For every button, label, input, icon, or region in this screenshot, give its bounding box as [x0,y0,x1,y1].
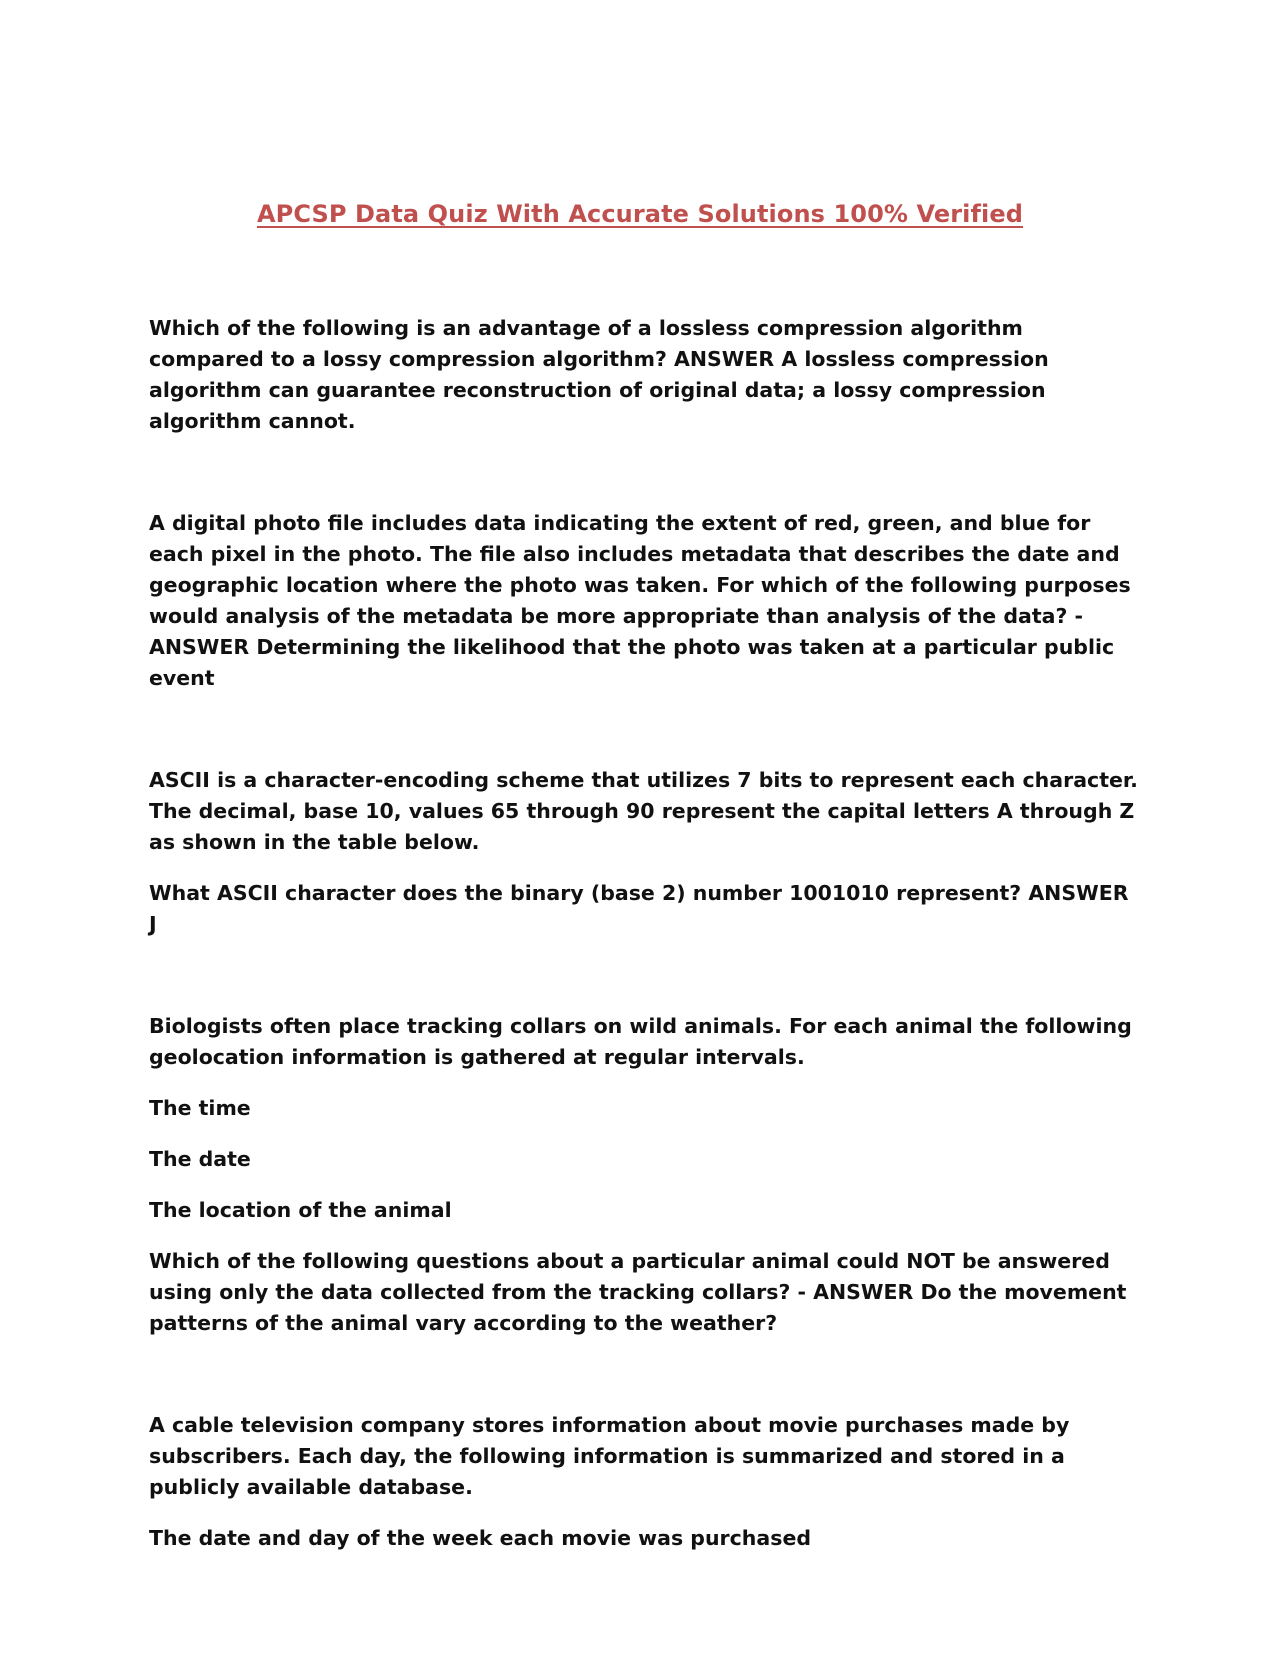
paragraph-tracking-collars-intro: Biologists often place tracking collars on wild animals. For each animal the following geolocation information is gathered at regular intervals. [149,1014,1132,1069]
document-body [149,313,1139,1554]
document-title: APCSP Data Quiz With Accurate Solutions 100% Verified [256,200,1024,228]
paragraph-ascii-intro: ASCII is a character-encoding scheme that utilizes 7 bits to represent each character. The decimal, base 10, values 65 through 90 represent the capital letters A through Z as shown in the table below. [149,768,1138,854]
paragraph-ascii-question: What ASCII character does the binary (base 2) number 1001010 represent? ANSWER J [149,881,1129,936]
paragraph-tracking-collars-question: Which of the following questions about a particular animal could NOT be answered using only the data collected from the tracking collars? - ANSWER Do the movement patterns of the animal vary according to the weather? [149,1249,1127,1335]
list-item-location: The location of the animal [149,1198,452,1222]
paragraph-cable-company-intro: A cable television company stores information about movie purchases made by subscribers. Each day, the following information is summarized and stored in a publicly available database. [149,1413,1070,1499]
list-item-purchase-date: The date and day of the week each movie was purchased [149,1526,812,1550]
list-item-time: The time [149,1096,251,1120]
list-item-date: The date [149,1147,251,1171]
paragraph-lossless-compression: Which of the following is an advantage of a lossless compression algorithm compared to a lossy compression algorithm? ANSWER A lossless compression algorithm can guarantee reconstruction of original data; a lossy compression algorithm cannot. [149,316,1049,433]
paragraph-digital-photo-metadata: A digital photo file includes data indicating the extent of red, green, and blue for each pixel in the photo. The file also includes metadata that describes the date and geographic location where the photo was taken. For which of the following purposes would analysis of the metadata be more appropriate than analysis of the data? - ANSWER Determining the likelihood that the photo was taken at a particular public event [149,511,1131,690]
